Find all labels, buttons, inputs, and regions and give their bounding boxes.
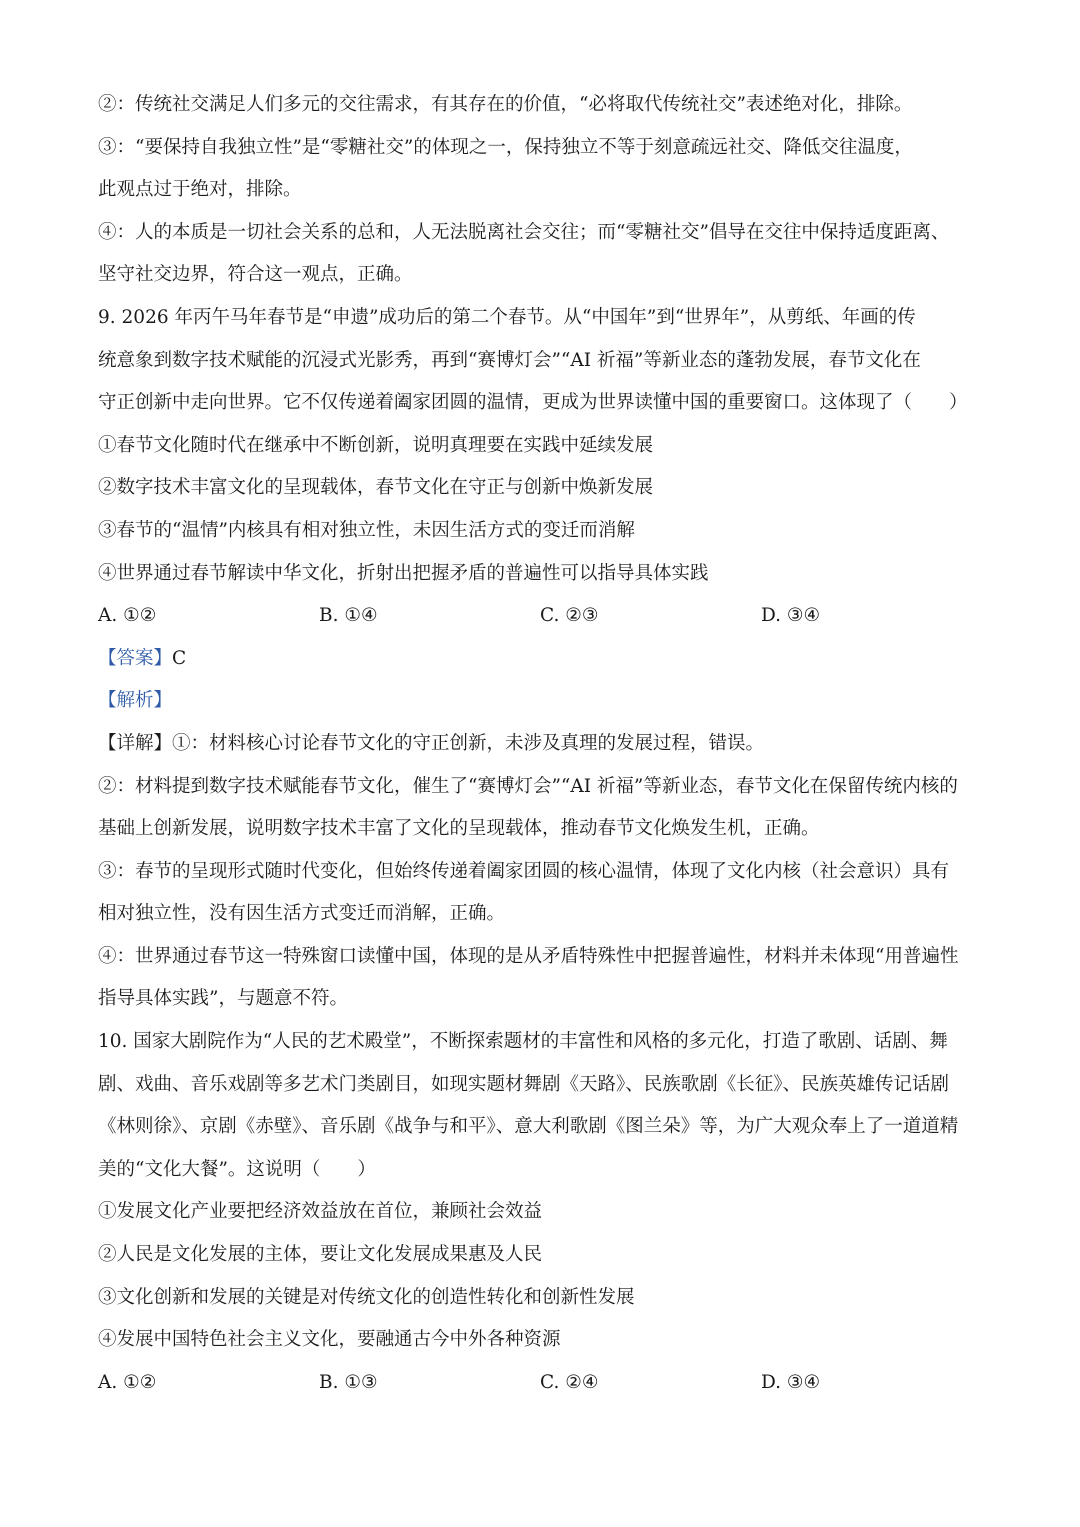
q9-option-a: A. ①②: [98, 605, 157, 627]
analysis-tag: 【解析】: [98, 690, 173, 712]
q10-choice-1: ①发展文化产业要把经济效益放在首位，兼顾社会效益: [98, 1201, 543, 1223]
q9-choice-3: ③春节的“温情”内核具有相对独立性，未因生活方式的变迁而消解: [98, 519, 635, 541]
q9-detail-2-line2: 基础上创新发展，说明数字技术丰富了文化的呈现载体，推动春节文化焕发生机，正确。: [98, 818, 820, 840]
detail-1-text: ①：材料核心讨论春节文化的守正创新，未涉及真理的发展过程，错误。: [172, 732, 765, 754]
q9-analysis: [98, 680, 988, 723]
q10-choice-3: ③文化创新和发展的关键是对传统文化的创造性转化和创新性发展: [98, 1286, 635, 1308]
q10-stem-line2: 剧、戏曲、音乐戏剧等多艺术门类剧目，如现实题材舞剧《天路》、民族歌剧《长征》、民族英雄传记话剧: [98, 1073, 950, 1095]
q9-answer: [98, 638, 988, 681]
q10-options: [98, 1362, 988, 1405]
q9-options: [98, 595, 988, 638]
q10-stem-line1: 10. 国家大剧院作为“人民的艺术殿堂”，不断探索题材的丰富性和风格的多元化，打造了歌剧、话剧、舞: [98, 1031, 948, 1053]
q9-choice-4: ④世界通过春节解读中华文化，折射出把握矛盾的普遍性可以指导具体实践: [98, 562, 709, 584]
detail-tag: 【详解】: [98, 732, 173, 754]
q9-detail-4-line2: 指导具体实践”，与题意不符。: [98, 988, 348, 1010]
q9-option-c: C. ②③: [540, 605, 599, 627]
q10-option-a: A. ①②: [98, 1371, 157, 1393]
q9-detail-2-line1: ②：材料提到数字技术赋能春节文化，催生了“赛博灯会”“AI 祈福”等新业态，春节文化在保留传统内核的: [98, 775, 958, 797]
q9-stem-line2: 统意象到数字技术赋能的沉浸式光影秀，再到“赛博灯会”“AI 祈福”等新业态的蓬勃发展，春节文化在: [98, 349, 921, 371]
q9-option-d: D. ③④: [761, 605, 821, 627]
prev-explanation-2: ②：传统社交满足人们多元的交往需求，有其存在的价值，“必将取代传统社交”表述绝对化，排除。: [98, 94, 913, 115]
q10-option-d: D. ③④: [761, 1371, 821, 1393]
prev-explanation-4-line2: 坚守社交边界，符合这一观点，正确。: [98, 264, 413, 286]
q9-choice-1: ①春节文化随时代在继承中不断创新，说明真理要在实践中延续发展: [98, 434, 654, 456]
q10-choice-2: ②人民是文化发展的主体，要让文化发展成果惠及人民: [98, 1244, 543, 1266]
q10-stem-line4: 美的“文化大餐”。这说明（ ）: [98, 1158, 376, 1180]
answer-value: C: [172, 647, 187, 669]
prev-explanation-3-line2: 此观点过于绝对，排除。: [98, 179, 302, 201]
answer-tag: 【答案】: [98, 647, 173, 669]
q9-choice-2: ②数字技术丰富文化的呈现载体，春节文化在守正与创新中焕新发展: [98, 477, 654, 499]
q9-option-b: B. ①④: [319, 605, 378, 627]
q10-option-c: C. ②④: [540, 1371, 599, 1393]
q10-option-b: B. ①③: [319, 1371, 378, 1393]
q9-detail-3-line2: 相对独立性，没有因生活方式变迁而消解，正确。: [98, 903, 506, 925]
prev-explanation-4-line1: ④：人的本质是一切社会关系的总和，人无法脱离社会交往；而“零糖社交”倡导在交往中保持适度距离、: [98, 221, 950, 243]
q9-detail-1: [98, 723, 988, 766]
q10-stem-line3: 《林则徐》、京剧《赤壁》、音乐剧《战争与和平》、意大利歌剧《图兰朵》等，为广大观众奉上了一道道精: [98, 1116, 959, 1138]
q10-choice-4: ④发展中国特色社会主义文化，要融通古今中外各种资源: [98, 1329, 561, 1351]
q9-detail-4-line1: ④：世界通过春节这一特殊窗口读懂中国，体现的是从矛盾特殊性中把握普遍性，材料并未体现“用普遍性: [98, 945, 959, 967]
q9-stem-line1: 9. 2026 年丙午马年春节是“申遗”成功后的第二个春节。从“中国年”到“世界年”，从剪纸、年画的传: [98, 306, 916, 328]
q9-stem-line3: 守正创新中走向世界。它不仅传递着阖家团圆的温情，更成为世界读懂中国的重要窗口。这体现了（ ）: [98, 392, 968, 414]
q9-detail-3-line1: ③：春节的呈现形式随时代变化，但始终传递着阖家团圆的核心温情，体现了文化内核（社会意识）具有: [98, 860, 950, 882]
prev-explanation-3-line1: ③：“要保持自我独立性”是“零糖社交”的体现之一，保持独立不等于刻意疏远社交、降低交往温度，: [98, 136, 913, 158]
document-page: [98, 84, 988, 1404]
